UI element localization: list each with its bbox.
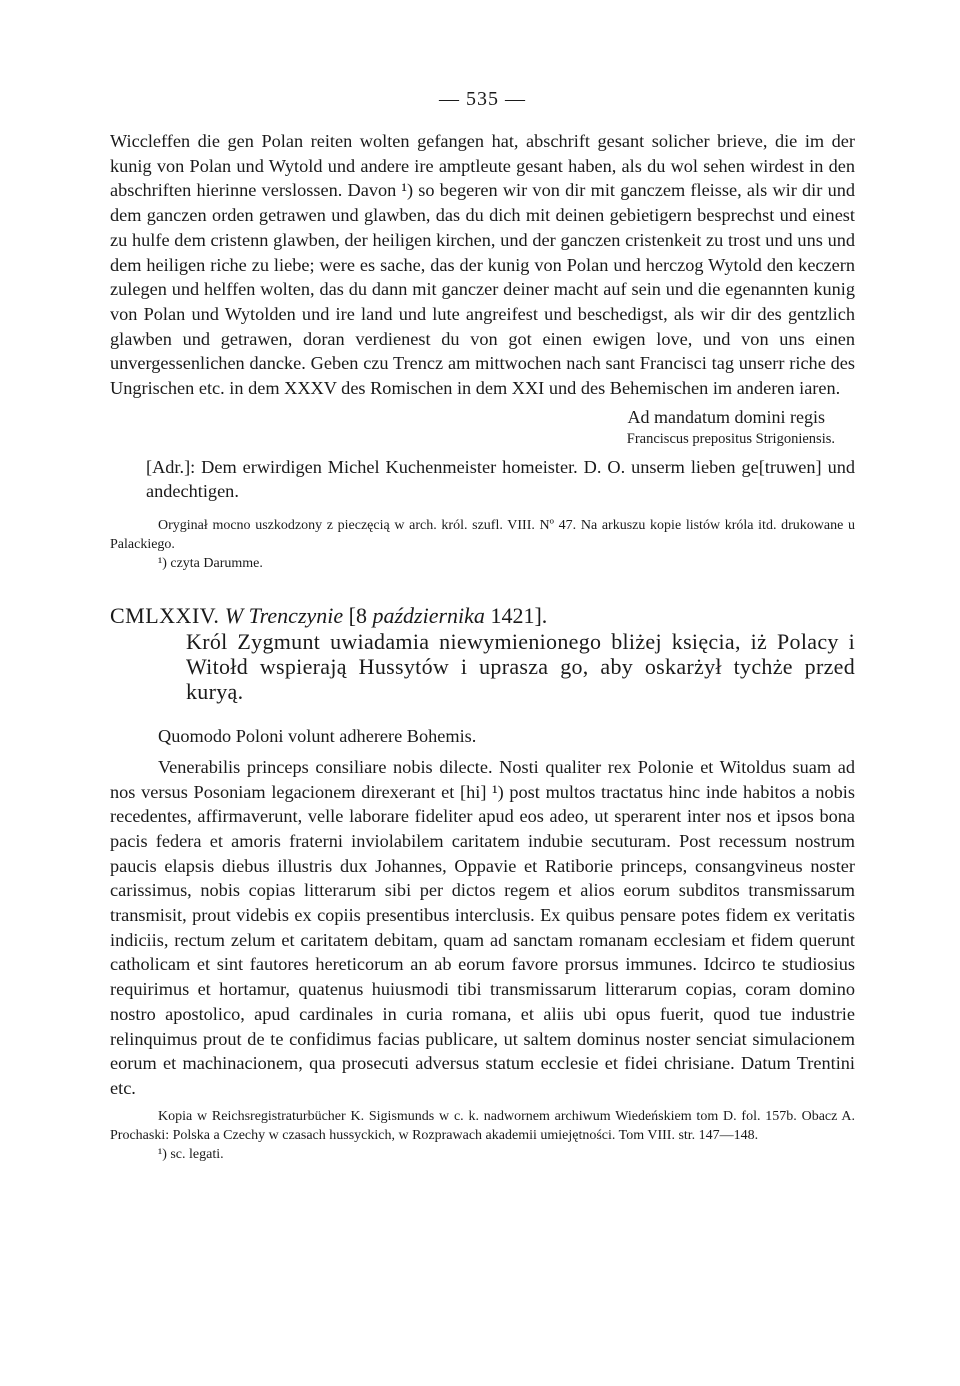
footnote-1: ¹) czyta Darumme. [158, 556, 263, 572]
address-line: [Adr.]: Dem erwirdigen Michel Kuchenmeister homeister. D. O. unserm lieben ge[truwen] und andechtigen. [146, 456, 855, 502]
document-heading [110, 603, 855, 629]
heading-year: 1421]. [490, 603, 548, 629]
latin-text [110, 724, 855, 1101]
source-note-2: Kopia w Reichsregistraturbücher K. Sigismunds w c. k. nadwornem archiwum Wiedeńskiem tom D. fol. 157b. Obacz A. Prochaski: Polska a Czechy w czasach hussyckich, w Rozprawach akademii umiejętności. Tom VIII. str. 147—148. [110, 1108, 855, 1143]
footnote-2: ¹) sc. legati. [158, 1146, 224, 1162]
incipit: Quomodo Poloni volunt adherere Bohemis. [158, 726, 477, 747]
document-summary: Król Zygmunt uwiadamia niewymienionego bliżej księcia, iż Polacy i Witołd wspierają Hussytów i uprasza go, aby oskarżył tychże przed kuryą. [186, 629, 855, 705]
latin-paragraph: Venerabilis princeps consiliare nobis dilecte. Nosti qualiter rex Polonie et Witoldus suam ad nos versus Posoniam legacionem direxerant et [hi] ¹) post multos tractatus hinc inde habitos a nobis recedentes, affirmaverunt, velle laborare fideliter apud eos adeo, ut sperarent inter nos et ipsos bona pacis federa et amoris fraterni inviolabilem caritatem indubie secuturam. Post recessum nostrum paucis elapsis diebus illustris dux Johannes, Oppavie et Ratiborie princeps, consangvineus noster carissimus, nobis copias litterarum sibi per dictos regem et alios eorum subditos transmissarum transmisit, prout videbis ex copiis presentibus interclusis. Ex quibus pensare potes fidem ex veritatis indiciis, rectum zelum et caritatem debitam, quam ad sanctam romanam ecclesiam et fidem querunt catholicam et sint fautores hereticorum an ab eorum favore prorsus immunes. Idcirco te studiosius requirimus et hortamur, quatenus huiusmodi tibi transmissarum litterarum copias, coram domino nostro apostolico, apud cardinales in curia romana, et aliis ubi opus fuerit, quod tue industrie relinquimus prout de te confidimus facias publicare, ut saltem dominus noster senciat simulacionem eorum et machinacionem, qua prosecuti adversus statum ecclesie et fidei chrisiane. Datum Trentini etc. [110, 756, 855, 1098]
source-note-1: Oryginał mocno uszkodzony z pieczęcią w arch. król. szufl. VIII. Nº 47. Na arkuszu kopie listów króla itd. drukowane u Palackiego. [110, 518, 855, 553]
heading-place: W Trenczynie [224, 603, 344, 629]
signature: Franciscus prepositus Strigoniensis. [626, 430, 835, 447]
document-number: CMLXXIV. [110, 603, 220, 629]
heading-month: października [372, 603, 485, 629]
heading-date-open: [8 [348, 603, 367, 629]
letter-paragraph: Wiccleffen die gen Polan reiten wolten gefangen hat, abschrift gesant solicher brieve, die im der kunig von Polan und Wytold und andere ire amptleute gesant haben, als du wol sehen wirdest in den abschriften hierinne verslossen. Davon ¹) so begeren wir von dir mit ganczem fleisse, als wir dir und dem ganczen orden getrawen und glawben, das du dich mit deinen gebietigern besprechst und einest zu hulfe dem cristenn glawben, der heiligen kirchen, und der ganczen cristenkeit zu trost und uns und dem heiligen riche zu liebe; were es sache, das der kunig von Polan und herczog Wytold den keczern zulegen und helffen wolten, das du dann mit ganczer deiner macht auf sein und die egenannten kunig von Polan und Wytolden und ire land und lute angreifest und beschedigst, als wir dir des gentzlich glawben und getrawen, doran verdienest du von got einen ewigen love, und von uns einen unvergessenlichen dancke. Geben czu Trencz am mittwochen nach sant Francisci tag unserr riche des Ungrischen etc. in dem XXXV des Romischen in dem XXI und des Behemischen im anderen iaren. [110, 131, 855, 399]
mandate-line: Ad mandatum domini regis [627, 406, 825, 427]
page-number: — 535 — [439, 88, 526, 110]
letter-text [110, 129, 855, 401]
